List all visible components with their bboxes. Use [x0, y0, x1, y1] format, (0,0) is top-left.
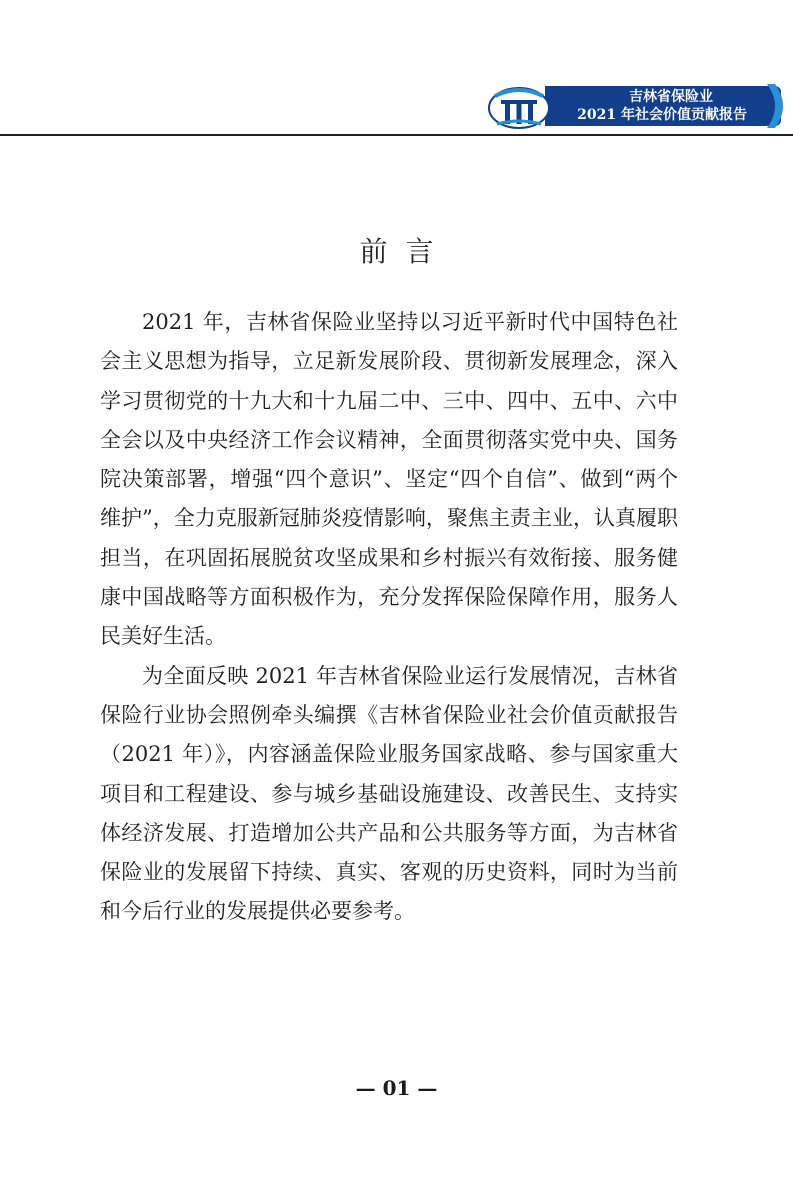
- header-title-line2: 2021 年社会价值贡献报告: [577, 107, 747, 123]
- header-title: [539, 88, 769, 124]
- preface-paragraph-1: 2021 年，吉林省保险业坚持以习近平新时代中国特色社会主义思想为指导，立足新发展阶段、贯彻新发展理念，深入学习贯彻党的十九大和十九届二中、三中、四中、五中、六中全会以及中央经济工作会议精神，全面贯彻落实党中央、国务院决策部署，增强“四个意识”、坚定“四个自信”、做到“两个维护”，全力克服新冠肺炎疫情影响，聚焦主责主业，认真履职担当，在巩固拓展脱贫攻坚成果和乡村振兴有效衔接、服务健康中国战略等方面积极作为，充分发挥保险保障作用，服务人民美好生活。: [100, 310, 678, 649]
- page-number: — 01 —: [355, 1076, 438, 1100]
- header-title-line1: 吉林省保险业: [629, 89, 713, 105]
- preface-body: [100, 303, 678, 932]
- header-divider: [0, 134, 793, 136]
- preface-paragraph-2: 为全面反映 2021 年吉林省保险业运行发展情况，吉林省保险行业协会照例牵头编撰《吉林省保险业社会价值贡献报告（2021 年）》，内容涵盖保险业服务国家战略、参与国家重大项目和工程建设、参与城乡基础设施建设、改善民生、支持实体经济发展、打造增加公共产品和公共服务等方面，为吉林省保险业的发展留下持续、真实、客观的历史资料，同时为当前和今后行业的发展提供必要参考。: [100, 663, 678, 924]
- header-banner: [487, 82, 793, 130]
- page-title: 前言: [359, 235, 452, 268]
